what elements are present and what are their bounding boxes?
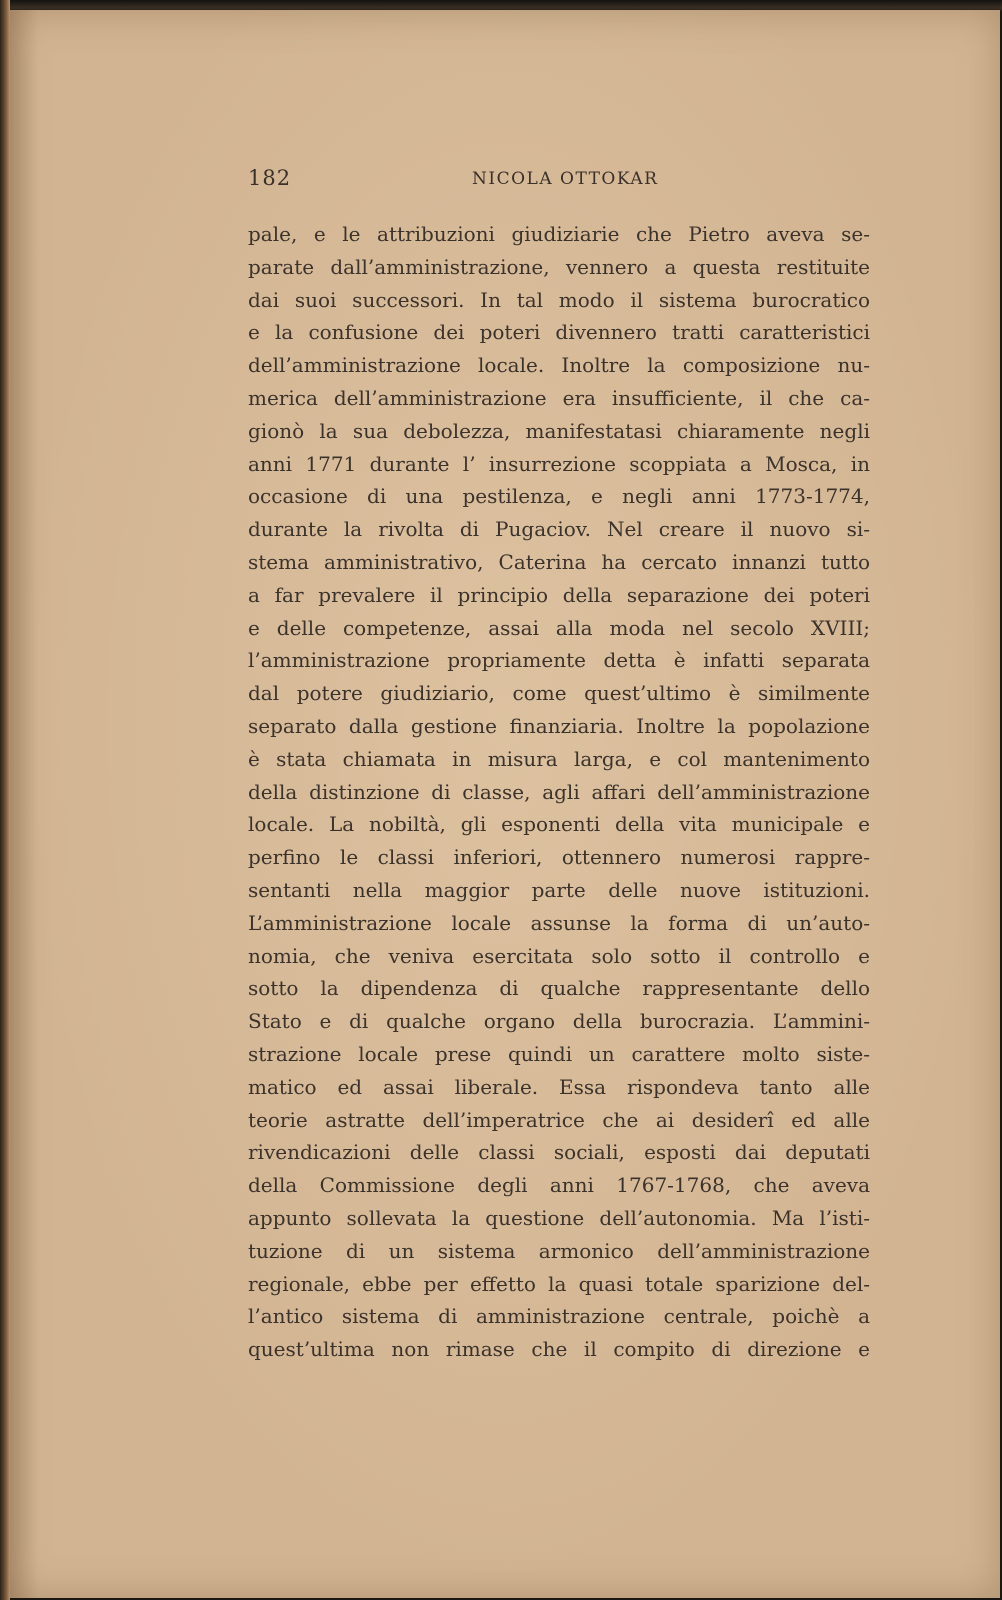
running-head: NICOLA OTTOKAR xyxy=(472,169,659,189)
text-line: occasione di una pestilenza, e negli anni 1773-1774, xyxy=(248,484,870,509)
page-number: 182 xyxy=(248,166,292,190)
text-line: e la confusione dei poteri divennero tratti caratteristici xyxy=(248,320,870,345)
text-line: parate dall’amministrazione, vennero a questa restituite xyxy=(248,254,870,279)
text-line: gionò la sua debolezza, manifestatasi chiaramente negli xyxy=(248,418,870,443)
text-line: merica dell’amministrazione era insufficiente, il che ca- xyxy=(248,385,870,410)
text-line: pale, e le attribuzioni giudiziarie che Pietro aveva se- xyxy=(248,222,870,246)
text-line: regionale, ebbe per effetto la quasi totale sparizione del- xyxy=(248,1271,870,1296)
text-line: della Commissione degli anni 1767-1768, che aveva xyxy=(248,1173,870,1198)
text-line: nomia, che veniva esercitata solo sotto il controllo e xyxy=(248,943,870,968)
page-header xyxy=(248,166,868,192)
text-line: è stata chiamata in misura larga, e col mantenimento xyxy=(248,746,870,771)
text-line: L’amministrazione locale assunse la forma di un’auto- xyxy=(248,910,870,935)
text-line: strazione locale prese quindi un carattere molto siste- xyxy=(248,1041,870,1066)
text-line: anni 1771 durante l’ insurrezione scoppiata a Mosca, in xyxy=(248,451,870,476)
text-line: stema amministrativo, Caterina ha cercato innanzi tutto xyxy=(248,549,870,574)
text-line: rivendicazioni delle classi sociali, esposti dai deputati xyxy=(248,1140,870,1165)
text-line: e delle competenze, assai alla moda nel secolo XVIII; xyxy=(248,615,870,640)
text-line: appunto sollevata la questione dell’autonomia. Ma l’isti- xyxy=(248,1205,870,1230)
text-line: a far prevalere il principio della separazione dei poteri xyxy=(248,582,870,607)
book-spine-edge xyxy=(0,0,10,1600)
text-line: sotto la dipendenza di qualche rappresentante dello xyxy=(248,976,870,1001)
text-line: teorie astratte dell’imperatrice che ai desiderî ed alle xyxy=(248,1107,870,1132)
text-line: tuzione di un sistema armonico dell’amministrazione xyxy=(248,1238,870,1263)
text-line: Stato e di qualche organo della burocrazia. L’ammini- xyxy=(248,1009,870,1034)
text-line: sentanti nella maggior parte delle nuove istituzioni. xyxy=(248,877,870,902)
text-line: locale. La nobiltà, gli esponenti della vita municipale e xyxy=(248,812,870,837)
text-line: l’antico sistema di amministrazione centrale, poichè a xyxy=(248,1304,870,1329)
text-line: della distinzione di classe, agli affari dell’amministrazione xyxy=(248,779,870,804)
text-line: perfino le classi inferiori, ottennero numerosi rappre- xyxy=(248,845,870,870)
body-text xyxy=(248,218,870,1366)
text-line: l’amministrazione propriamente detta è infatti separata xyxy=(248,648,870,673)
text-line: quest’ultima non rimase che il compito di direzione e xyxy=(248,1337,870,1362)
text-line: dai suoi successori. In tal modo il sistema burocratico xyxy=(248,287,870,312)
text-line: matico ed assai liberale. Essa rispondeva tanto alle xyxy=(248,1074,870,1099)
text-line: dal potere giudiziario, come quest’ultimo è similmente xyxy=(248,681,870,706)
text-line: separato dalla gestione finanziaria. Inoltre la popolazione xyxy=(248,713,870,738)
text-line: durante la rivolta di Pugaciov. Nel creare il nuovo si- xyxy=(248,517,870,542)
text-line: dell’amministrazione locale. Inoltre la composizione nu- xyxy=(248,353,870,378)
